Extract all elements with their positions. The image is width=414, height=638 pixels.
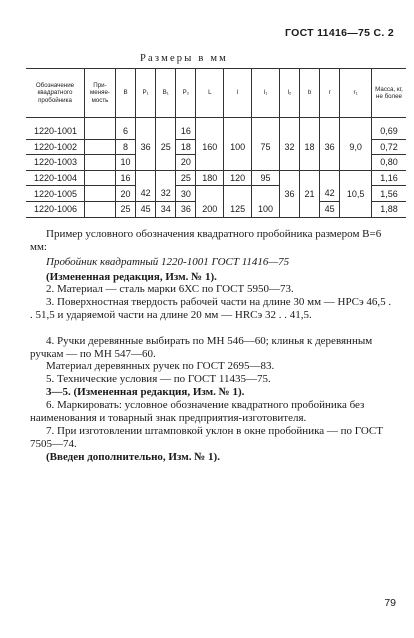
table-cell: 125	[224, 201, 252, 217]
table-cell: 30	[176, 186, 196, 202]
table-header-row	[26, 69, 406, 118]
table-cell	[224, 186, 252, 202]
col-header: P₂	[176, 69, 196, 118]
table-cell	[300, 155, 320, 171]
table-cell: 1,56	[372, 186, 407, 202]
table-cell	[85, 118, 116, 140]
table-cell: 0,69	[372, 118, 407, 140]
table-cell: 180	[196, 170, 224, 186]
table-cell: 36	[136, 139, 156, 155]
standard-header: ГОСТ 11416—75 С. 2	[284, 27, 394, 39]
table-cell: 160	[196, 139, 224, 155]
table-cell: 10	[116, 155, 136, 171]
table-cell	[136, 155, 156, 171]
table-cell	[320, 170, 340, 186]
table-cell: 1,16	[372, 170, 407, 186]
table-cell: 75	[252, 139, 280, 155]
table-cell	[196, 118, 224, 140]
table-cell	[300, 170, 320, 186]
table-cell	[340, 155, 372, 171]
table-cell: 8	[116, 139, 136, 155]
table-cell: 0,72	[372, 139, 407, 155]
table-cell	[340, 170, 372, 186]
col-header: l₂	[279, 69, 299, 118]
table-cell: 32	[279, 139, 299, 155]
table-cell	[156, 118, 176, 140]
clause-6: 6. Маркировать: условное обозначение квадратного пробойника без наименования и товарный знак предприятия-изготовителя.	[30, 399, 365, 424]
amendment-note-3-5: 3—5. (Измененная редакция, Изм. № 1).	[46, 386, 245, 398]
table-cell	[279, 201, 299, 217]
table-caption: Размеры в мм	[140, 53, 229, 64]
table-cell: 1220-1006	[26, 201, 85, 217]
clause-5: 5. Технические условия — по ГОСТ 11435—75.	[46, 373, 271, 385]
amendment-note: (Измененная редакция, Изм. № 1).	[46, 271, 217, 283]
table-cell: 18	[300, 139, 320, 155]
col-header: B₁	[156, 69, 176, 118]
table-cell: 25	[156, 139, 176, 155]
table-cell: 1220-1003	[26, 155, 85, 171]
table-cell: 0,80	[372, 155, 407, 171]
table-cell: 100	[252, 201, 280, 217]
table-cell: 1220-1005	[26, 186, 85, 202]
table-cell: 120	[224, 170, 252, 186]
table-cell: 25	[176, 170, 196, 186]
col-header: При- меняе- мость	[85, 69, 116, 118]
table-cell	[156, 170, 176, 186]
table-cell: 1220-1001	[26, 118, 85, 140]
table-row	[26, 186, 406, 202]
table-cell: 42	[136, 186, 156, 202]
table-cell: 10,5	[340, 186, 372, 202]
table-cell	[196, 155, 224, 171]
table-cell: 200	[196, 201, 224, 217]
table-cell: 16	[116, 170, 136, 186]
table-cell: 9,0	[340, 139, 372, 155]
page-number: 79	[384, 597, 396, 609]
clause-4-material: Материал деревянных ручек по ГОСТ 2695—83.	[46, 360, 275, 372]
clause-3: 3. Поверхностная твердость рабочей части на длине 30 мм — HPCэ 46,5 . . 51,5 и ударяемой части на длине 20 мм — HRCэ 32 . . 41,5.	[30, 296, 392, 321]
table-cell	[340, 201, 372, 217]
table-cell	[252, 186, 280, 202]
col-header: Масса, кг, не более	[372, 69, 407, 118]
table-cell: 34	[156, 201, 176, 217]
table-cell	[224, 118, 252, 140]
table-row	[26, 170, 406, 186]
table-cell: 45	[136, 201, 156, 217]
table-cell	[136, 170, 156, 186]
table-cell	[252, 118, 280, 140]
example-designation: Пробойник квадратный 1220-1001 ГОСТ 11416—75	[46, 256, 290, 268]
table-cell	[156, 155, 176, 171]
table-cell: 20	[116, 186, 136, 202]
table-cell	[279, 170, 299, 186]
table-cell	[252, 155, 280, 171]
table-cell	[85, 186, 116, 202]
table-row	[26, 201, 406, 217]
clause-2: 2. Материал — сталь марки 6ХС по ГОСТ 5950—73.	[46, 283, 294, 295]
table-cell: 36	[320, 139, 340, 155]
table-row	[26, 155, 406, 171]
table-cell	[85, 170, 116, 186]
table-cell: 1,88	[372, 201, 407, 217]
added-note: (Введен дополнительно, Изм. № 1).	[46, 451, 220, 463]
table-cell: 36	[279, 186, 299, 202]
col-header: b	[300, 69, 320, 118]
table-cell: 16	[176, 118, 196, 140]
col-header: L	[196, 69, 224, 118]
table-cell: 6	[116, 118, 136, 140]
table-row	[26, 139, 406, 155]
col-header: B	[116, 69, 136, 118]
table-cell: 95	[252, 170, 280, 186]
table-cell: 18	[176, 139, 196, 155]
table-cell	[85, 139, 116, 155]
table-cell	[136, 118, 156, 140]
clause-4: 4. Ручки деревянные выбирать по МН 546—60; клинья к деревянным ручкам — по МН 547—60.	[30, 335, 373, 360]
dimensions-table	[26, 68, 406, 218]
col-header: l₁	[252, 69, 280, 118]
table-cell	[279, 155, 299, 171]
table-cell: 20	[176, 155, 196, 171]
table-cell	[85, 155, 116, 171]
table-row	[26, 118, 406, 140]
col-header: P₁	[136, 69, 156, 118]
table-cell	[196, 186, 224, 202]
table-cell	[300, 201, 320, 217]
col-header: r	[320, 69, 340, 118]
table-cell	[320, 155, 340, 171]
clause-7: 7. При изготовлении штамповкой уклон в окне пробойника — по ГОСТ 7505—74.	[30, 425, 383, 450]
table-cell	[279, 118, 299, 140]
table-cell	[224, 155, 252, 171]
table-cell: 1220-1002	[26, 139, 85, 155]
col-header: Обозначение квадратного пробойника	[26, 69, 85, 118]
table-cell: 21	[300, 186, 320, 202]
table-cell	[85, 201, 116, 217]
table-cell: 32	[156, 186, 176, 202]
example-intro: Пример условного обозначения квадратного пробойника размером B=6 мм:	[30, 228, 382, 253]
table-cell: 45	[320, 201, 340, 217]
col-header: l	[224, 69, 252, 118]
table-cell: 36	[176, 201, 196, 217]
table-cell	[340, 118, 372, 140]
col-header: r₁	[340, 69, 372, 118]
table-cell: 25	[116, 201, 136, 217]
table-cell	[300, 118, 320, 140]
table-cell: 42	[320, 186, 340, 202]
table-cell	[320, 118, 340, 140]
table-cell: 100	[224, 139, 252, 155]
table-cell: 1220-1004	[26, 170, 85, 186]
